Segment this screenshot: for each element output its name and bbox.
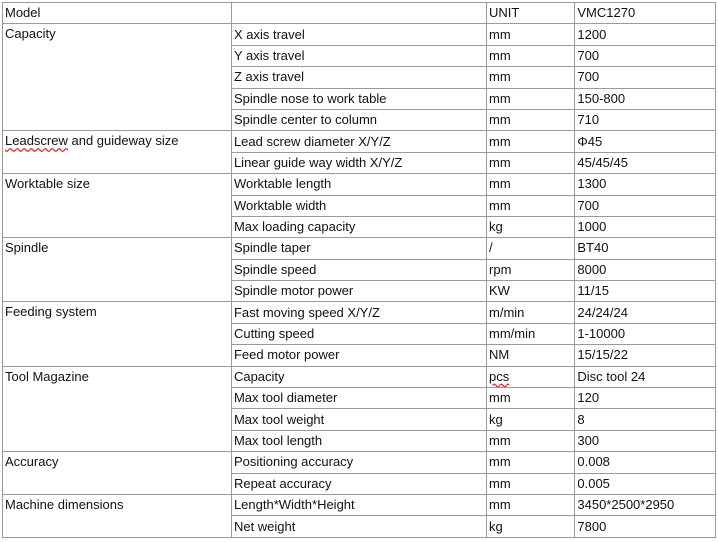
spec-table	[2, 2, 716, 538]
item-unit: NM	[487, 345, 575, 366]
item-value: 11/15	[575, 281, 716, 302]
group-name: Worktable size	[3, 174, 232, 238]
item-unit: rpm	[487, 259, 575, 280]
item-unit: mm	[487, 109, 575, 130]
item-unit: m/min	[487, 302, 575, 323]
item-value: 1300	[575, 174, 716, 195]
item-name: Spindle speed	[231, 259, 486, 280]
group-name: Machine dimensions	[3, 494, 232, 537]
item-value: 700	[575, 67, 716, 88]
item-unit: mm	[487, 131, 575, 152]
group-name: Feeding system	[3, 302, 232, 366]
item-value: 300	[575, 430, 716, 451]
item-name: Repeat accuracy	[231, 473, 486, 494]
group-name: Capacity	[3, 24, 232, 131]
item-name: Net weight	[231, 516, 486, 537]
item-unit: kg	[487, 409, 575, 430]
item-name: Max tool weight	[231, 409, 486, 430]
item-name: Y axis travel	[231, 45, 486, 66]
item-name: X axis travel	[231, 24, 486, 45]
group-name: Spindle	[3, 238, 232, 302]
item-value: BT40	[575, 238, 716, 259]
item-value: 8000	[575, 259, 716, 280]
item-unit: mm	[487, 195, 575, 216]
spec-table-body	[3, 3, 716, 538]
item-name: Positioning accuracy	[231, 452, 486, 473]
item-value: 7800	[575, 516, 716, 537]
item-value: 45/45/45	[575, 152, 716, 173]
item-unit: mm	[487, 24, 575, 45]
item-value: 700	[575, 195, 716, 216]
table-row	[3, 452, 716, 473]
item-unit: kg	[487, 216, 575, 237]
header-unit: UNIT	[487, 3, 575, 24]
item-name: Spindle center to column	[231, 109, 486, 130]
item-unit: mm	[487, 494, 575, 515]
header-model-name: VMC1270	[575, 3, 716, 24]
item-name: Fast moving speed X/Y/Z	[231, 302, 486, 323]
item-name: Spindle motor power	[231, 281, 486, 302]
item-value: 150-800	[575, 88, 716, 109]
header-row	[3, 3, 716, 24]
item-unit: mm/min	[487, 323, 575, 344]
table-row	[3, 131, 716, 152]
item-value: 3450*2500*2950	[575, 494, 716, 515]
item-name: Cutting speed	[231, 323, 486, 344]
item-unit: mm	[487, 174, 575, 195]
header-blank	[231, 3, 486, 24]
item-value: 700	[575, 45, 716, 66]
item-value: 8	[575, 409, 716, 430]
item-value: 1-10000	[575, 323, 716, 344]
item-name: Capacity	[231, 366, 486, 387]
group-name: Accuracy	[3, 452, 232, 495]
item-unit: mm	[487, 152, 575, 173]
item-name: Worktable length	[231, 174, 486, 195]
item-unit: /	[487, 238, 575, 259]
item-name: Worktable width	[231, 195, 486, 216]
item-name: Spindle taper	[231, 238, 486, 259]
item-unit: mm	[487, 45, 575, 66]
group-name: Leadscrew and guideway size	[3, 131, 232, 174]
item-value: 24/24/24	[575, 302, 716, 323]
item-unit: mm	[487, 473, 575, 494]
item-unit: mm	[487, 388, 575, 409]
item-name: Spindle nose to work table	[231, 88, 486, 109]
item-value: 1200	[575, 24, 716, 45]
table-row	[3, 494, 716, 515]
item-name: Lead screw diameter X/Y/Z	[231, 131, 486, 152]
spellcheck-word: Leadscrew	[5, 133, 68, 149]
item-value: 710	[575, 109, 716, 130]
header-model: Model	[3, 3, 232, 24]
item-name: Max loading capacity	[231, 216, 486, 237]
item-value: 15/15/22	[575, 345, 716, 366]
item-name: Z axis travel	[231, 67, 486, 88]
item-unit: mm	[487, 430, 575, 451]
item-unit: mm	[487, 88, 575, 109]
item-value: Φ45	[575, 131, 716, 152]
item-unit	[487, 366, 575, 387]
item-name: Linear guide way width X/Y/Z	[231, 152, 486, 173]
item-unit: mm	[487, 67, 575, 88]
table-row	[3, 366, 716, 387]
item-value: Disc tool 24	[575, 366, 716, 387]
item-unit: mm	[487, 452, 575, 473]
item-name: Max tool diameter	[231, 388, 486, 409]
item-value: 0.005	[575, 473, 716, 494]
table-row	[3, 174, 716, 195]
table-row	[3, 24, 716, 45]
table-row	[3, 302, 716, 323]
item-unit: kg	[487, 516, 575, 537]
item-unit: KW	[487, 281, 575, 302]
item-name: Max tool length	[231, 430, 486, 451]
item-value: 1000	[575, 216, 716, 237]
item-value: 120	[575, 388, 716, 409]
spellcheck-word: pcs	[489, 368, 510, 384]
item-name: Length*Width*Height	[231, 494, 486, 515]
item-value: 0.008	[575, 452, 716, 473]
item-name: Feed motor power	[231, 345, 486, 366]
group-name: Tool Magazine	[3, 366, 232, 452]
table-row	[3, 238, 716, 259]
